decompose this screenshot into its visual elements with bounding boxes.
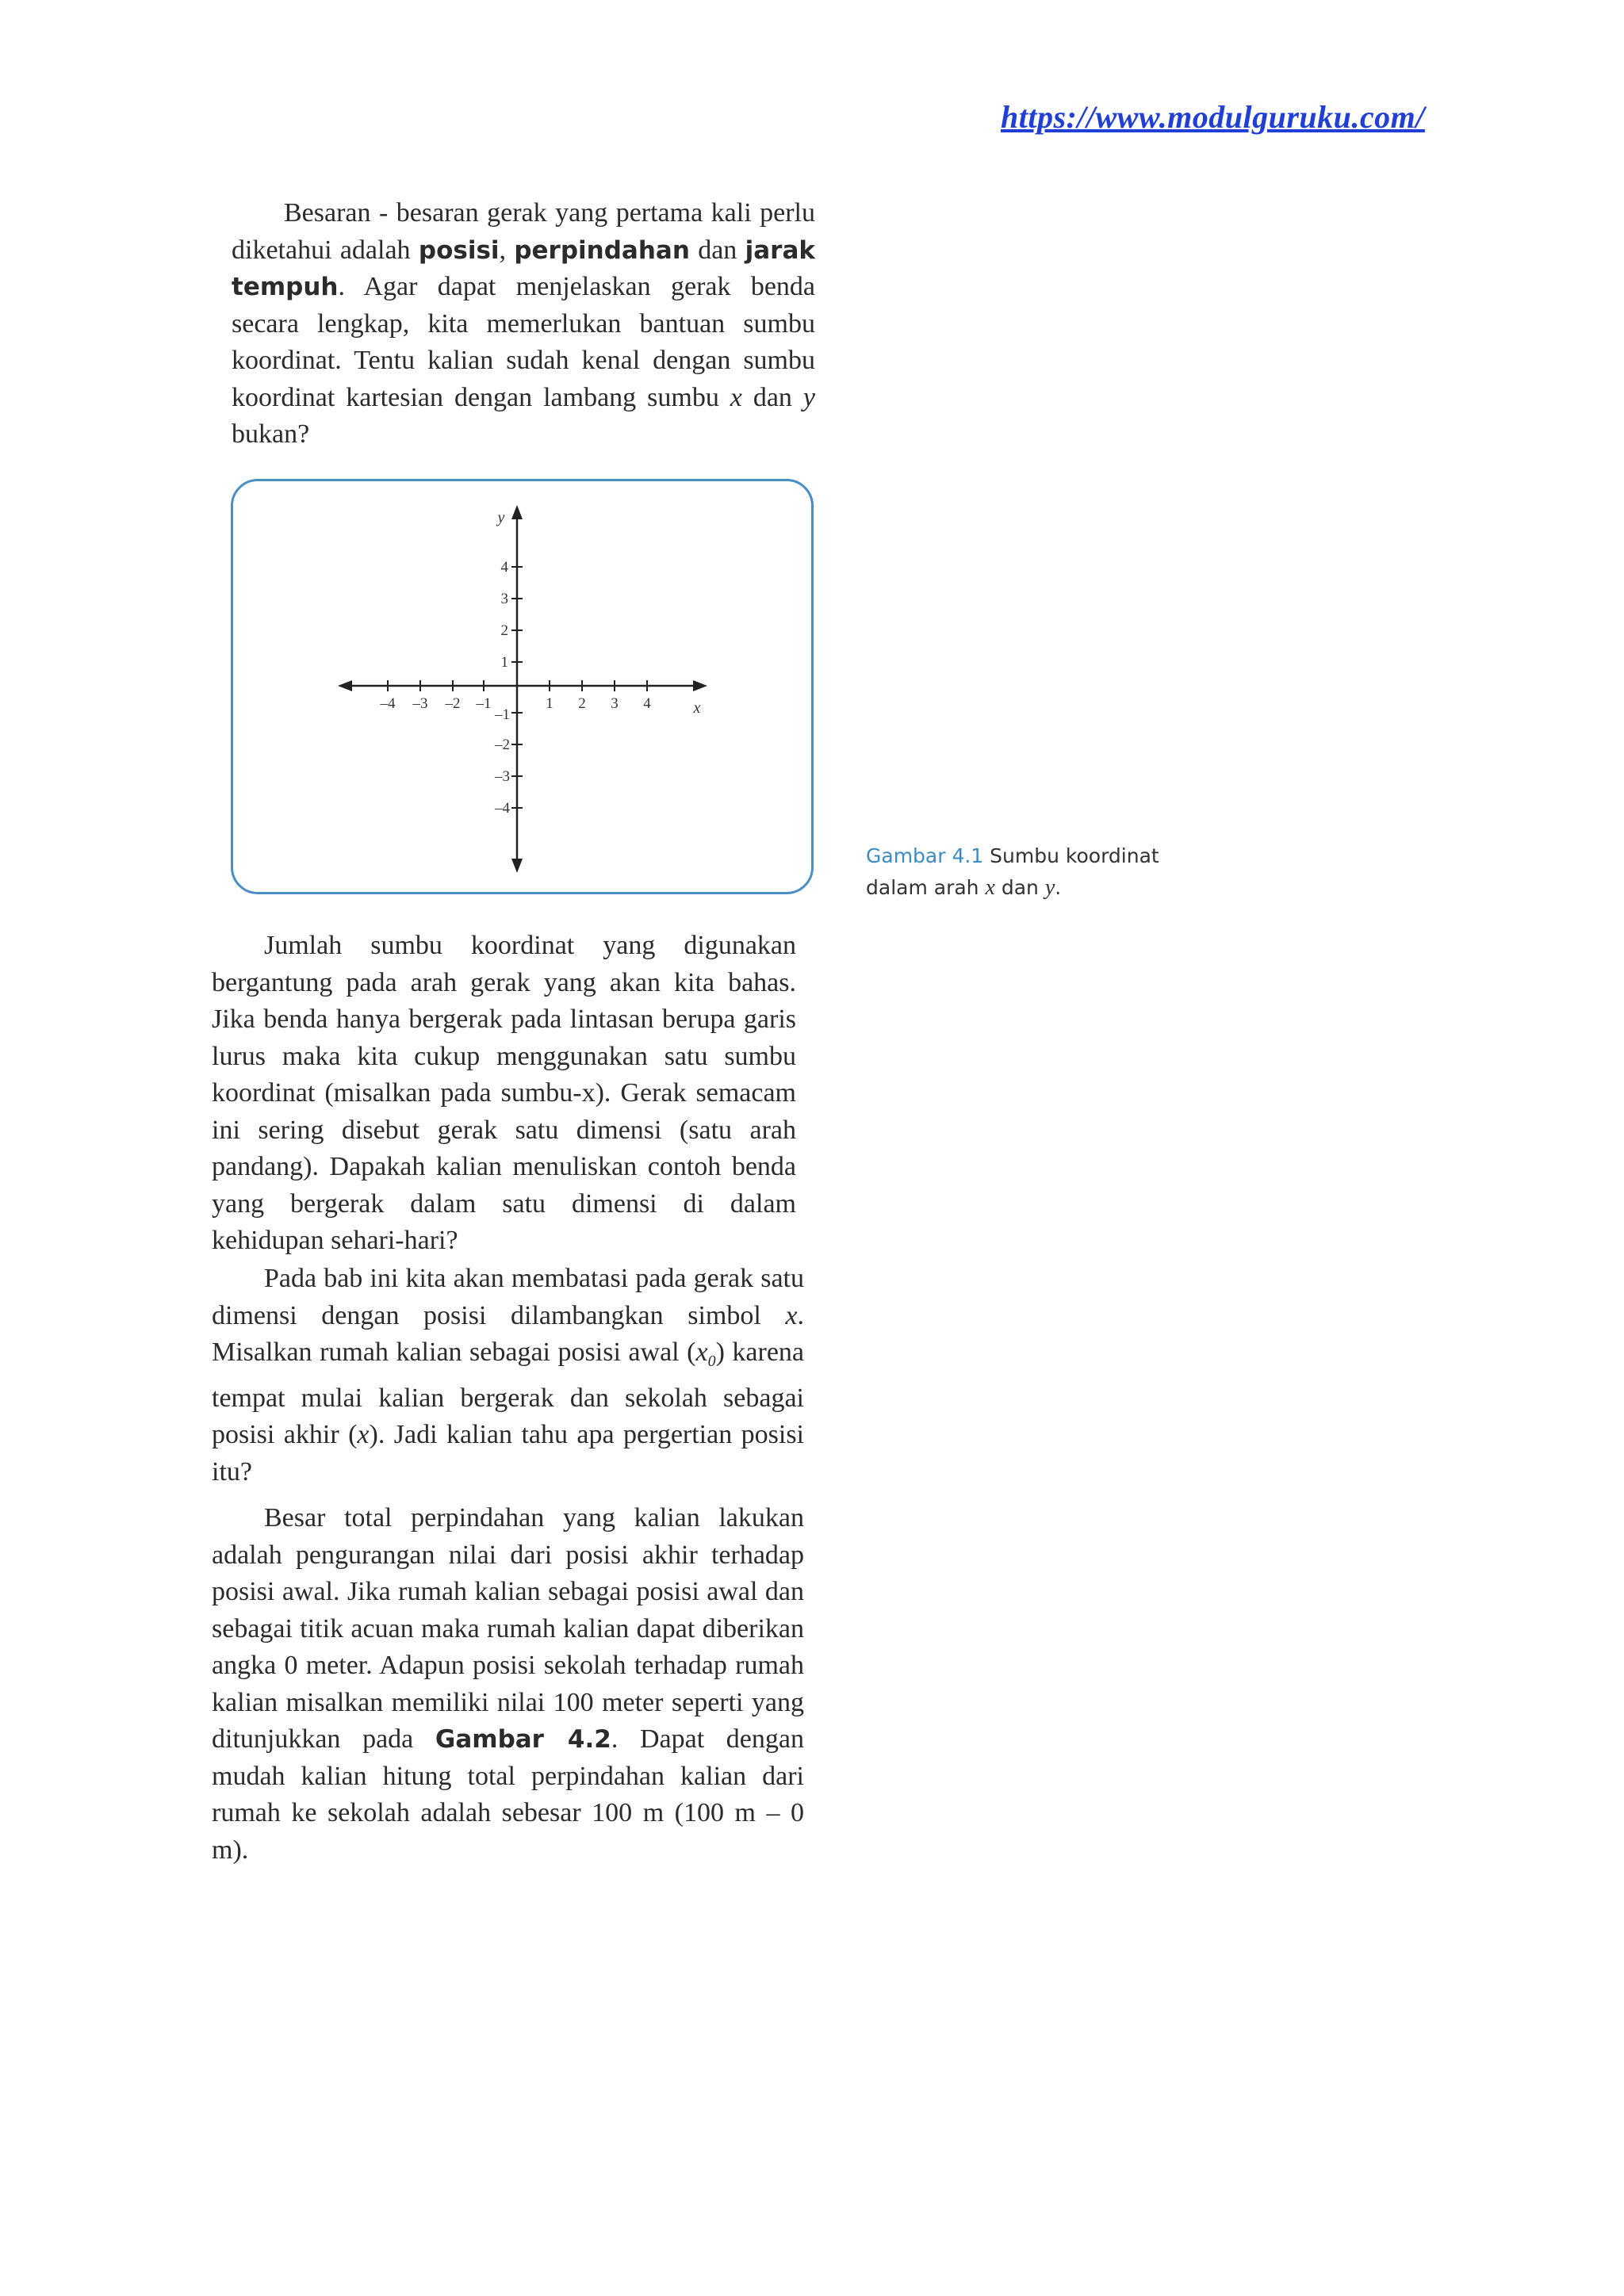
coordinate-axes-svg [233, 481, 816, 897]
text-run: Besar total perpindahan yang kalian lakukan adalah pengurangan nilai dari posisi akhir terhadap posisi awal. Jika rumah kalian sebagai posisi awal dan sebagai titik acuan maka rumah kalian dapat diberikan angka 0 meter. Adapun posisi sekolah terhadap rumah kalian misalkan memiliki nilai 100 meter seperti yang ditunjukkan pada [212, 1503, 804, 1754]
y-tick-label: –2 [495, 737, 510, 753]
x-axis-right-arrow [693, 680, 707, 691]
text-run: dan [741, 382, 803, 412]
text-run: bukan? [232, 419, 310, 449]
caption-var-x: x [985, 875, 995, 900]
y-tick-label: 3 [500, 591, 508, 607]
x-axis-left-arrow [338, 680, 352, 691]
x-tick-label: –2 [445, 695, 461, 712]
x-tick-label: 3 [611, 695, 619, 712]
figure-reference: Gambar 4.2 [435, 1725, 611, 1754]
x-tick-label: –3 [412, 695, 428, 712]
term-perpindahan: perpindahan [514, 235, 690, 265]
text-run: . Agar dapat menjelaskan gerak benda secara lengkap, kita memerlukan bantuan sumbu koordinat. Tentu kalian sudah kenal dengan sumbu koordinat kartesian dengan lambang sumbu [232, 272, 815, 412]
caption-var-y: y [1044, 875, 1055, 900]
y-axis-label: y [497, 509, 505, 526]
text-run: ). Jadi kalian tahu apa pergertian posisi itu? [212, 1420, 805, 1487]
x-tick-label: 4 [643, 695, 651, 712]
caption-label: Gambar 4.1 [866, 844, 984, 867]
var-y: y [802, 382, 815, 412]
text-run: Besaran - besaran gerak yang pertama kali perlu diketahui adalah [232, 198, 815, 265]
y-axis-up-arrow [511, 505, 523, 519]
var-x: x [785, 1300, 798, 1330]
coordinate-figure [231, 479, 814, 894]
term-jarak-tempuh: jarak tempuh [232, 235, 815, 301]
text-run: . Misalkan rumah kalian sebagai posisi awal ( [212, 1300, 804, 1367]
caption-text: dan [994, 876, 1045, 899]
caption-text: . [1055, 876, 1062, 899]
x-tick-label: 1 [546, 695, 553, 712]
caption-text: Sumbu koordinat dalam arah [866, 844, 1159, 899]
subscript-zero: 0 [707, 1353, 716, 1370]
source-url-link[interactable]: https://www.modulguruku.com/ [1001, 99, 1425, 135]
x-tick-label: –1 [476, 695, 492, 712]
x-tick-label: 2 [578, 695, 586, 712]
var-x: x [695, 1337, 708, 1367]
text-run: Jumlah sumbu koordinat yang digunakan bergantung pada arah gerak yang akan kita bahas. Jika benda hanya bergerak pada lintasan berupa garis lurus maka kita cukup menggunakan satu sumbu koordinat (misalkan pada sumbu-x). Gerak semacam ini sering disebut gerak satu dimensi (satu arah pandang). Dapakah kalian menuliskan contoh benda yang bergerak dalam satu dimensi di dalam kehidupan sehari-hari? [212, 931, 796, 1255]
y-axis-down-arrow [511, 859, 523, 873]
var-x: x [357, 1420, 370, 1449]
y-tick-label: 4 [500, 559, 508, 576]
text-run: . Dapat dengan mudah kalian hitung total perpindahan kalian dari rumah ke sekolah adalah sebesar 100 m (100 m – 0 m). [212, 1724, 804, 1865]
y-tick-label: 2 [500, 622, 508, 639]
paragraph-sumbu-koordinat [212, 928, 796, 1260]
paragraph-posisi [212, 1261, 804, 1490]
y-tick-label: –1 [495, 706, 510, 723]
text-run: Pada bab ini kita akan membatasi pada gerak satu dimensi dengan posisi dilambangkan simbol [212, 1264, 804, 1330]
term-posisi: posisi [418, 235, 500, 265]
y-tick-label: –4 [495, 800, 510, 817]
text-run: , [499, 235, 515, 265]
figure-caption [866, 840, 1199, 904]
text-run: dan [689, 235, 745, 265]
text-run: ) karena tempat mulai kalian bergerak dan sekolah sebagai posisi akhir ( [212, 1337, 805, 1449]
paragraph-intro [232, 195, 815, 453]
paragraph-perpindahan [212, 1500, 804, 1869]
x-tick-label: –4 [380, 695, 396, 712]
y-tick-label: 1 [500, 654, 508, 671]
y-tick-label: –3 [495, 768, 510, 785]
var-x: x [730, 382, 742, 412]
x-axis-label: x [693, 699, 701, 717]
